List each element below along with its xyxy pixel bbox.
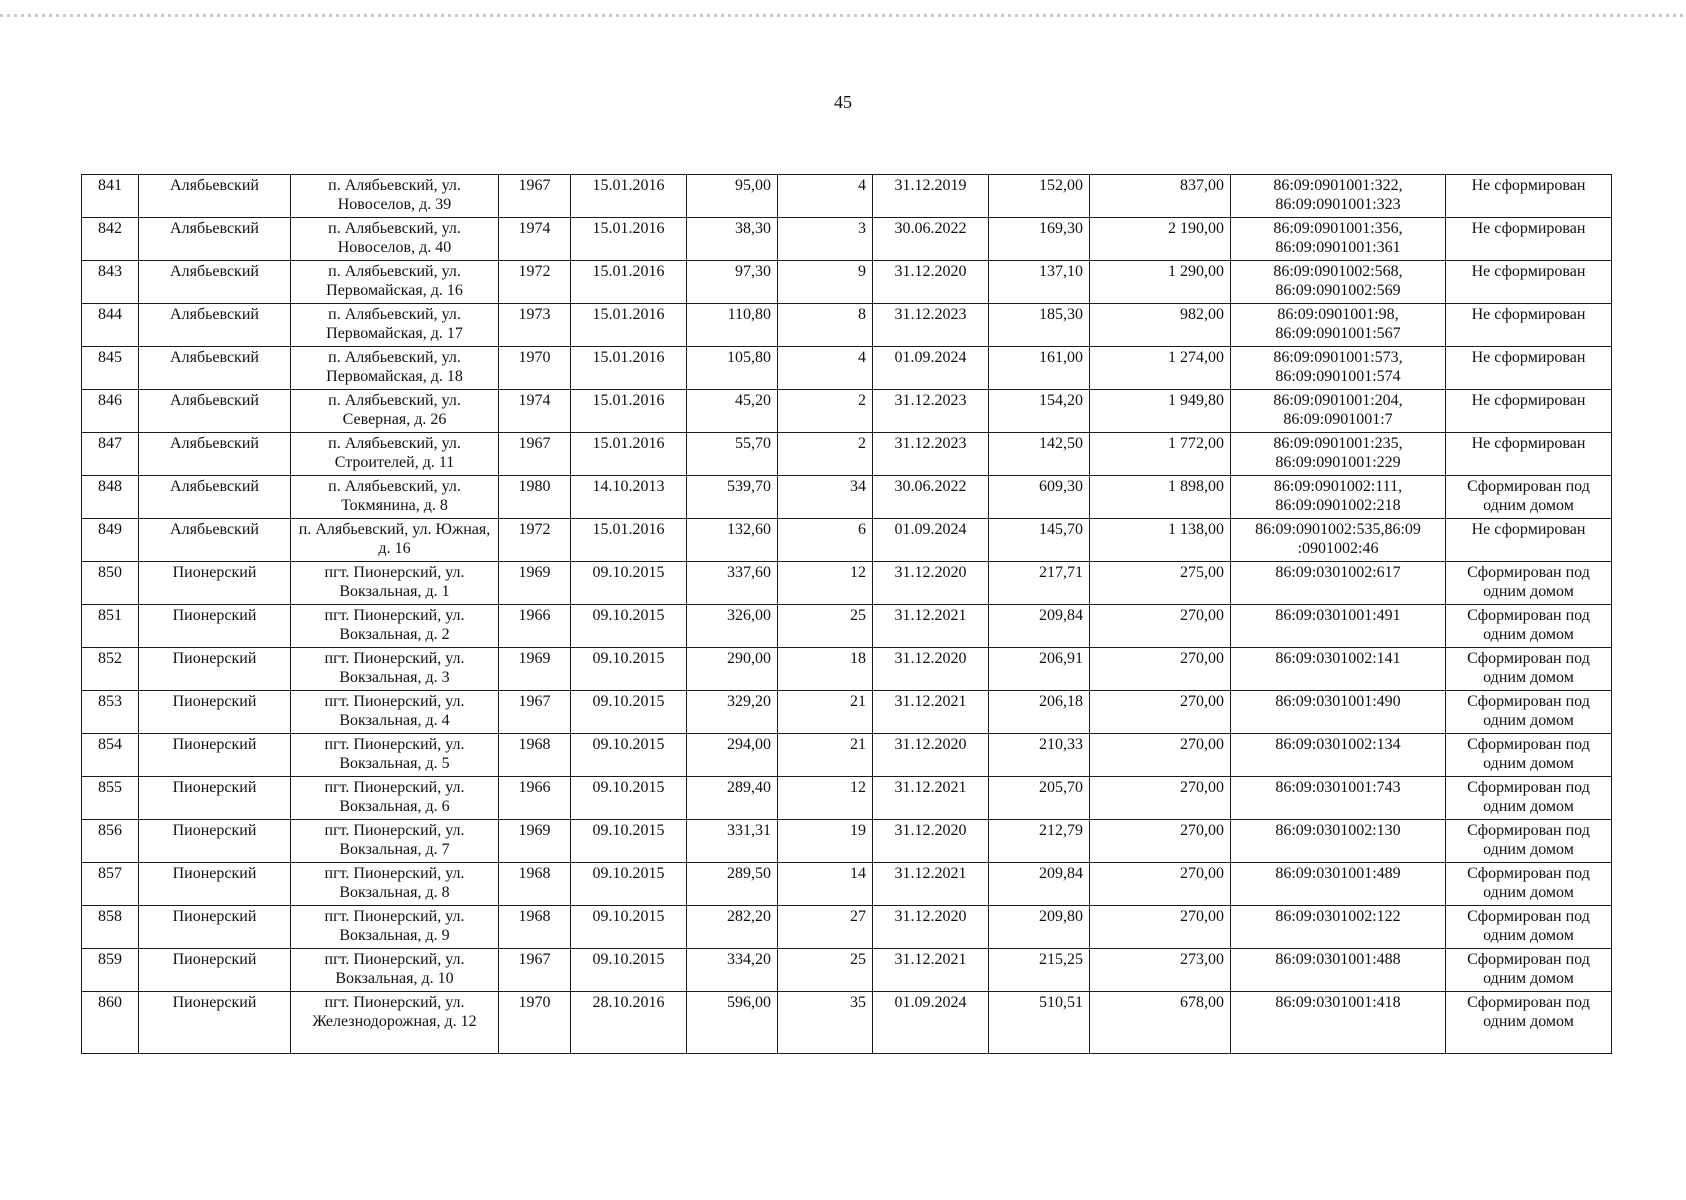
area-cell: 105,80 — [687, 347, 778, 390]
resettlement-date-cell: 31.12.2021 — [873, 863, 989, 906]
row-number-cell: 850 — [82, 562, 139, 605]
row-number-cell: 849 — [82, 519, 139, 562]
land-area-cell: 205,70 — [989, 777, 1090, 820]
address-cell: пгт. Пионерский, ул. Вокзальная, д. 4 — [291, 691, 499, 734]
land-plot-area-cell: 678,00 — [1090, 992, 1231, 1054]
land-plot-area-cell: 270,00 — [1090, 691, 1231, 734]
cadastral-number-cell: 86:09:0301002:122 — [1231, 906, 1446, 949]
land-plot-area-cell: 270,00 — [1090, 863, 1231, 906]
row-number-cell: 860 — [82, 992, 139, 1054]
land-area-cell: 209,84 — [989, 863, 1090, 906]
residents-cell: 12 — [778, 562, 873, 605]
settlement-cell: Алябьевский — [139, 347, 291, 390]
residents-cell: 21 — [778, 734, 873, 777]
row-number-cell: 856 — [82, 820, 139, 863]
date-recognized-cell: 14.10.2013 — [571, 476, 687, 519]
land-status-cell: Сформирован под одним домом — [1446, 906, 1612, 949]
land-plot-area-cell: 1 274,00 — [1090, 347, 1231, 390]
resettlement-date-cell: 30.06.2022 — [873, 476, 989, 519]
land-status-cell: Сформирован под одним домом — [1446, 992, 1612, 1054]
residents-cell: 3 — [778, 218, 873, 261]
cadastral-number-cell: 86:09:0901001:204, 86:09:0901001:7 — [1231, 390, 1446, 433]
address-cell: пгт. Пионерский, ул. Вокзальная, д. 10 — [291, 949, 499, 992]
cadastral-number-cell: 86:09:0901001:322, 86:09:0901001:323 — [1231, 175, 1446, 218]
year-built-cell: 1968 — [499, 906, 571, 949]
address-cell: п. Алябьевский, ул. Первомайская, д. 18 — [291, 347, 499, 390]
resettlement-date-cell: 31.12.2019 — [873, 175, 989, 218]
land-area-cell: 217,71 — [989, 562, 1090, 605]
resettlement-date-cell: 01.09.2024 — [873, 519, 989, 562]
area-cell: 95,00 — [687, 175, 778, 218]
year-built-cell: 1972 — [499, 261, 571, 304]
table-row — [82, 992, 1612, 1054]
area-cell: 38,30 — [687, 218, 778, 261]
page-number: 45 — [834, 92, 852, 112]
row-number-cell: 857 — [82, 863, 139, 906]
year-built-cell: 1980 — [499, 476, 571, 519]
table-row — [82, 476, 1612, 519]
year-built-cell: 1972 — [499, 519, 571, 562]
land-status-cell: Не сформирован — [1446, 261, 1612, 304]
settlement-cell: Пионерский — [139, 992, 291, 1054]
area-cell: 289,50 — [687, 863, 778, 906]
area-cell: 334,20 — [687, 949, 778, 992]
table-row — [82, 906, 1612, 949]
cadastral-number-cell: 86:09:0301002:617 — [1231, 562, 1446, 605]
address-cell: пгт. Пионерский, ул. Вокзальная, д. 2 — [291, 605, 499, 648]
year-built-cell: 1966 — [499, 605, 571, 648]
date-recognized-cell: 09.10.2015 — [571, 562, 687, 605]
residents-cell: 19 — [778, 820, 873, 863]
residents-cell: 9 — [778, 261, 873, 304]
residents-cell: 21 — [778, 691, 873, 734]
land-status-cell: Сформирован под одним домом — [1446, 777, 1612, 820]
cadastral-number-cell: 86:09:0901002:568, 86:09:0901002:569 — [1231, 261, 1446, 304]
row-number-cell: 844 — [82, 304, 139, 347]
cadastral-number-cell: 86:09:0301002:130 — [1231, 820, 1446, 863]
settlement-cell: Пионерский — [139, 777, 291, 820]
year-built-cell: 1970 — [499, 992, 571, 1054]
land-plot-area-cell: 270,00 — [1090, 648, 1231, 691]
residents-cell: 8 — [778, 304, 873, 347]
address-cell: пгт. Пионерский, ул. Вокзальная, д. 8 — [291, 863, 499, 906]
land-status-cell: Сформирован под одним домом — [1446, 691, 1612, 734]
land-area-cell: 215,25 — [989, 949, 1090, 992]
cadastral-number-cell: 86:09:0901001:573, 86:09:0901001:574 — [1231, 347, 1446, 390]
residents-cell: 25 — [778, 605, 873, 648]
resettlement-date-cell: 31.12.2023 — [873, 304, 989, 347]
cadastral-number-cell: 86:09:0901001:356, 86:09:0901001:361 — [1231, 218, 1446, 261]
area-cell: 337,60 — [687, 562, 778, 605]
date-recognized-cell: 15.01.2016 — [571, 218, 687, 261]
land-plot-area-cell: 1 290,00 — [1090, 261, 1231, 304]
cadastral-number-cell: 86:09:0301001:490 — [1231, 691, 1446, 734]
area-cell: 329,20 — [687, 691, 778, 734]
resettlement-date-cell: 31.12.2021 — [873, 691, 989, 734]
area-cell: 331,31 — [687, 820, 778, 863]
resettlement-date-cell: 30.06.2022 — [873, 218, 989, 261]
year-built-cell: 1970 — [499, 347, 571, 390]
land-plot-area-cell: 270,00 — [1090, 734, 1231, 777]
table-row — [82, 562, 1612, 605]
land-plot-area-cell: 270,00 — [1090, 605, 1231, 648]
year-built-cell: 1967 — [499, 691, 571, 734]
settlement-cell: Пионерский — [139, 648, 291, 691]
settlement-cell: Пионерский — [139, 605, 291, 648]
address-cell: п. Алябьевский, ул. Новоселов, д. 40 — [291, 218, 499, 261]
cadastral-number-cell: 86:09:0301002:134 — [1231, 734, 1446, 777]
date-recognized-cell: 09.10.2015 — [571, 734, 687, 777]
cadastral-number-cell: 86:09:0301001:489 — [1231, 863, 1446, 906]
table-row — [82, 261, 1612, 304]
settlement-cell: Алябьевский — [139, 519, 291, 562]
settlement-cell: Пионерский — [139, 734, 291, 777]
table-row — [82, 175, 1612, 218]
land-plot-area-cell: 2 190,00 — [1090, 218, 1231, 261]
table-row — [82, 218, 1612, 261]
area-cell: 45,20 — [687, 390, 778, 433]
land-status-cell: Не сформирован — [1446, 304, 1612, 347]
year-built-cell: 1968 — [499, 863, 571, 906]
address-cell: пгт. Пионерский, ул. Вокзальная, д. 1 — [291, 562, 499, 605]
land-area-cell: 206,91 — [989, 648, 1090, 691]
date-recognized-cell: 09.10.2015 — [571, 906, 687, 949]
land-area-cell: 145,70 — [989, 519, 1090, 562]
residents-cell: 2 — [778, 390, 873, 433]
cadastral-number-cell: 86:09:0901002:111, 86:09:0901002:218 — [1231, 476, 1446, 519]
row-number-cell: 846 — [82, 390, 139, 433]
cadastral-number-cell: 86:09:0301001:491 — [1231, 605, 1446, 648]
land-plot-area-cell: 1 138,00 — [1090, 519, 1231, 562]
date-recognized-cell: 09.10.2015 — [571, 949, 687, 992]
settlement-cell: Алябьевский — [139, 261, 291, 304]
residents-cell: 4 — [778, 347, 873, 390]
resettlement-date-cell: 31.12.2023 — [873, 433, 989, 476]
resettlement-date-cell: 31.12.2020 — [873, 648, 989, 691]
row-number-cell: 852 — [82, 648, 139, 691]
table-row — [82, 648, 1612, 691]
cadastral-number-cell: 86:09:0301002:141 — [1231, 648, 1446, 691]
year-built-cell: 1974 — [499, 390, 571, 433]
settlement-cell: Пионерский — [139, 949, 291, 992]
address-cell: п. Алябьевский, ул. Новоселов, д. 39 — [291, 175, 499, 218]
resettlement-date-cell: 01.09.2024 — [873, 992, 989, 1054]
date-recognized-cell: 09.10.2015 — [571, 648, 687, 691]
settlement-cell: Алябьевский — [139, 476, 291, 519]
year-built-cell: 1967 — [499, 433, 571, 476]
address-cell: пгт. Пионерский, ул. Вокзальная, д. 7 — [291, 820, 499, 863]
date-recognized-cell: 15.01.2016 — [571, 519, 687, 562]
address-cell: п. Алябьевский, ул. Строителей, д. 11 — [291, 433, 499, 476]
area-cell: 97,30 — [687, 261, 778, 304]
date-recognized-cell: 09.10.2015 — [571, 691, 687, 734]
residents-cell: 35 — [778, 992, 873, 1054]
date-recognized-cell: 15.01.2016 — [571, 433, 687, 476]
row-number-cell: 851 — [82, 605, 139, 648]
land-status-cell: Не сформирован — [1446, 519, 1612, 562]
settlement-cell: Пионерский — [139, 820, 291, 863]
land-plot-area-cell: 273,00 — [1090, 949, 1231, 992]
row-number-cell: 855 — [82, 777, 139, 820]
date-recognized-cell: 15.01.2016 — [571, 175, 687, 218]
land-plot-area-cell: 275,00 — [1090, 562, 1231, 605]
address-cell: пгт. Пионерский, ул. Вокзальная, д. 3 — [291, 648, 499, 691]
row-number-cell: 859 — [82, 949, 139, 992]
land-area-cell: 510,51 — [989, 992, 1090, 1054]
row-number-cell: 842 — [82, 218, 139, 261]
date-recognized-cell: 09.10.2015 — [571, 820, 687, 863]
date-recognized-cell: 09.10.2015 — [571, 605, 687, 648]
land-status-cell: Не сформирован — [1446, 218, 1612, 261]
land-status-cell: Сформирован под одним домом — [1446, 820, 1612, 863]
land-status-cell: Не сформирован — [1446, 175, 1612, 218]
year-built-cell: 1974 — [499, 218, 571, 261]
settlement-cell: Пионерский — [139, 906, 291, 949]
row-number-cell: 847 — [82, 433, 139, 476]
land-plot-area-cell: 1 949,80 — [1090, 390, 1231, 433]
resettlement-date-cell: 31.12.2020 — [873, 734, 989, 777]
area-cell: 539,70 — [687, 476, 778, 519]
year-built-cell: 1973 — [499, 304, 571, 347]
date-recognized-cell: 15.01.2016 — [571, 304, 687, 347]
row-number-cell: 854 — [82, 734, 139, 777]
residents-cell: 12 — [778, 777, 873, 820]
land-status-cell: Сформирован под одним домом — [1446, 949, 1612, 992]
table-row — [82, 863, 1612, 906]
land-area-cell: 142,50 — [989, 433, 1090, 476]
year-built-cell: 1969 — [499, 562, 571, 605]
settlement-cell: Алябьевский — [139, 433, 291, 476]
land-area-cell: 161,00 — [989, 347, 1090, 390]
land-area-cell: 212,79 — [989, 820, 1090, 863]
residents-cell: 14 — [778, 863, 873, 906]
settlement-cell: Алябьевский — [139, 175, 291, 218]
land-area-cell: 185,30 — [989, 304, 1090, 347]
date-recognized-cell: 28.10.2016 — [571, 992, 687, 1054]
residents-cell: 25 — [778, 949, 873, 992]
table-row — [82, 304, 1612, 347]
housing-registry-table — [81, 174, 1612, 1054]
address-cell: п. Алябьевский, ул. Токмянина, д. 8 — [291, 476, 499, 519]
area-cell: 282,20 — [687, 906, 778, 949]
address-cell: пгт. Пионерский, ул. Железнодорожная, д. 12 — [291, 992, 499, 1054]
table-row — [82, 433, 1612, 476]
area-cell: 110,80 — [687, 304, 778, 347]
year-built-cell: 1969 — [499, 648, 571, 691]
residents-cell: 27 — [778, 906, 873, 949]
land-plot-area-cell: 270,00 — [1090, 906, 1231, 949]
cadastral-number-cell: 86:09:0301001:418 — [1231, 992, 1446, 1054]
year-built-cell: 1968 — [499, 734, 571, 777]
table-row — [82, 691, 1612, 734]
date-recognized-cell: 15.01.2016 — [571, 390, 687, 433]
row-number-cell: 848 — [82, 476, 139, 519]
settlement-cell: Пионерский — [139, 562, 291, 605]
land-plot-area-cell: 270,00 — [1090, 820, 1231, 863]
land-status-cell: Сформирован под одним домом — [1446, 734, 1612, 777]
land-plot-area-cell: 1 898,00 — [1090, 476, 1231, 519]
table-row — [82, 820, 1612, 863]
land-area-cell: 209,84 — [989, 605, 1090, 648]
residents-cell: 6 — [778, 519, 873, 562]
address-cell: п. Алябьевский, ул. Северная, д. 26 — [291, 390, 499, 433]
land-status-cell: Не сформирован — [1446, 433, 1612, 476]
land-area-cell: 210,33 — [989, 734, 1090, 777]
settlement-cell: Алябьевский — [139, 304, 291, 347]
year-built-cell: 1969 — [499, 820, 571, 863]
address-cell: п. Алябьевский, ул. Южная, д. 16 — [291, 519, 499, 562]
settlement-cell: Пионерский — [139, 691, 291, 734]
date-recognized-cell: 15.01.2016 — [571, 261, 687, 304]
residents-cell: 18 — [778, 648, 873, 691]
address-cell: пгт. Пионерский, ул. Вокзальная, д. 9 — [291, 906, 499, 949]
address-cell: пгт. Пионерский, ул. Вокзальная, д. 6 — [291, 777, 499, 820]
resettlement-date-cell: 31.12.2020 — [873, 906, 989, 949]
resettlement-date-cell: 31.12.2023 — [873, 390, 989, 433]
settlement-cell: Алябьевский — [139, 390, 291, 433]
area-cell: 294,00 — [687, 734, 778, 777]
year-built-cell: 1967 — [499, 175, 571, 218]
land-status-cell: Сформирован под одним домом — [1446, 562, 1612, 605]
table-row — [82, 949, 1612, 992]
land-area-cell: 209,80 — [989, 906, 1090, 949]
date-recognized-cell: 15.01.2016 — [571, 347, 687, 390]
land-area-cell: 154,20 — [989, 390, 1090, 433]
area-cell: 55,70 — [687, 433, 778, 476]
residents-cell: 34 — [778, 476, 873, 519]
settlement-cell: Пионерский — [139, 863, 291, 906]
table-row — [82, 734, 1612, 777]
land-plot-area-cell: 270,00 — [1090, 777, 1231, 820]
cadastral-number-cell: 86:09:0301001:743 — [1231, 777, 1446, 820]
resettlement-date-cell: 31.12.2020 — [873, 261, 989, 304]
year-built-cell: 1966 — [499, 777, 571, 820]
land-status-cell: Сформирован под одним домом — [1446, 605, 1612, 648]
table-row — [82, 347, 1612, 390]
resettlement-date-cell: 31.12.2021 — [873, 949, 989, 992]
land-status-cell: Сформирован под одним домом — [1446, 476, 1612, 519]
table-row — [82, 519, 1612, 562]
cadastral-number-cell: 86:09:0901002:535,86:09 :0901002:46 — [1231, 519, 1446, 562]
settlement-cell: Алябьевский — [139, 218, 291, 261]
address-cell: пгт. Пионерский, ул. Вокзальная, д. 5 — [291, 734, 499, 777]
resettlement-date-cell: 31.12.2021 — [873, 777, 989, 820]
land-area-cell: 152,00 — [989, 175, 1090, 218]
scan-edge-noise — [0, 14, 1686, 17]
area-cell: 596,00 — [687, 992, 778, 1054]
date-recognized-cell: 09.10.2015 — [571, 863, 687, 906]
row-number-cell: 858 — [82, 906, 139, 949]
land-area-cell: 206,18 — [989, 691, 1090, 734]
area-cell: 326,00 — [687, 605, 778, 648]
land-status-cell: Не сформирован — [1446, 390, 1612, 433]
year-built-cell: 1967 — [499, 949, 571, 992]
land-plot-area-cell: 1 772,00 — [1090, 433, 1231, 476]
row-number-cell: 843 — [82, 261, 139, 304]
residents-cell: 4 — [778, 175, 873, 218]
land-plot-area-cell: 982,00 — [1090, 304, 1231, 347]
cadastral-number-cell: 86:09:0301001:488 — [1231, 949, 1446, 992]
land-status-cell: Не сформирован — [1446, 347, 1612, 390]
residents-cell: 2 — [778, 433, 873, 476]
address-cell: п. Алябьевский, ул. Первомайская, д. 16 — [291, 261, 499, 304]
cadastral-number-cell: 86:09:0901001:98, 86:09:0901001:567 — [1231, 304, 1446, 347]
table-row — [82, 605, 1612, 648]
land-area-cell: 609,30 — [989, 476, 1090, 519]
land-plot-area-cell: 837,00 — [1090, 175, 1231, 218]
area-cell: 290,00 — [687, 648, 778, 691]
area-cell: 289,40 — [687, 777, 778, 820]
table-row — [82, 390, 1612, 433]
land-area-cell: 169,30 — [989, 218, 1090, 261]
resettlement-date-cell: 31.12.2020 — [873, 562, 989, 605]
table-row — [82, 777, 1612, 820]
row-number-cell: 845 — [82, 347, 139, 390]
table-body — [82, 175, 1612, 1054]
area-cell: 132,60 — [687, 519, 778, 562]
resettlement-date-cell: 01.09.2024 — [873, 347, 989, 390]
land-area-cell: 137,10 — [989, 261, 1090, 304]
land-status-cell: Сформирован под одним домом — [1446, 863, 1612, 906]
row-number-cell: 841 — [82, 175, 139, 218]
cadastral-number-cell: 86:09:0901001:235, 86:09:0901001:229 — [1231, 433, 1446, 476]
address-cell: п. Алябьевский, ул. Первомайская, д. 17 — [291, 304, 499, 347]
row-number-cell: 853 — [82, 691, 139, 734]
date-recognized-cell: 09.10.2015 — [571, 777, 687, 820]
land-status-cell: Сформирован под одним домом — [1446, 648, 1612, 691]
resettlement-date-cell: 31.12.2020 — [873, 820, 989, 863]
resettlement-date-cell: 31.12.2021 — [873, 605, 989, 648]
